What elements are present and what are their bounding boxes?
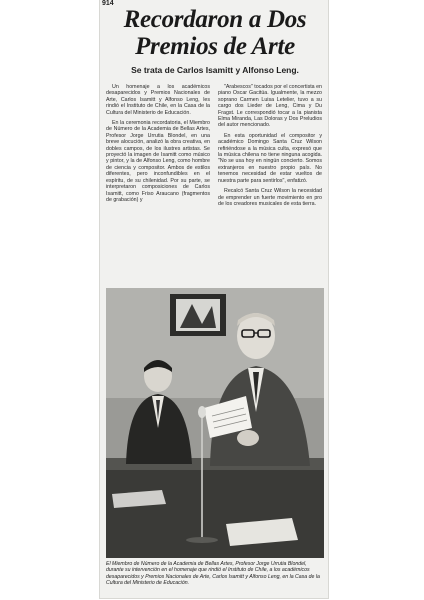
photo-caption: El Miembro de Número de la Academia de Bellas Artes, Profesor Jorge Urrutia Blondel, durante su intervención en el homenaje que rindió el Instituto de Chile, a los académicos desaparecidos y Premios Nacionales de Arte, Carlos Isamitt y Alfonso Leng, en la Casa de la Cultura del Ministerio de Educación. [106, 561, 320, 586]
newspaper-clipping [100, 0, 328, 598]
paragraph: Recalcó Santa Cruz Wilson la necesidad de emprender un fuerte movimiento en pro de los creadores musicales de esta tierra. [218, 188, 322, 207]
page-mark: 914 [102, 0, 114, 7]
paragraph: "Arabescos" tocados por el concertista en piano Oscar Gacitúa. Igualmente, la mezzo soprano Carmen Luisa Letelier, tuvo a su cargo dos Lieder de Leng, Cima y Du Fragst. Le correspondió tocar a la pianista Elma Miranda, Las Doloras y Dos Preludios del autor mencionado. [218, 84, 322, 129]
subheadline: Se trata de Carlos Isamitt y Alfonso Leng. [131, 65, 299, 75]
article-column-left [106, 84, 210, 279]
paragraph: En esta oportunidad el compositor y académico Domingo Santa Cruz Wilson refiriéndose a la música culta, expresó que la música chilena no tiene ninguna acogida. "No se usa hoy en ningún concierto. Somos extranjeros en nuestro propio país. No tenemos necesidad de estar vueltos de nuestra parte para sentirlos", enfatizó. [218, 132, 322, 184]
microphone-icon [198, 406, 206, 418]
event-photo [106, 288, 324, 558]
article-column-right [218, 84, 322, 279]
headline: Recordaron a Dos Premios de Arte [123, 6, 307, 60]
paragraph: En la ceremonia recordatoria, el Miembro de Número de la Academia de Bellas Artes, Profesor Jorge Urrutia Blondel, en una breve alocución, analizó la obra creativa, en dobles campos, de los ilustres artistas. Se proyectó la imagen de Isamitt como músico y pintor, y la de Alfonso Leng, como hombre de ciencia y compositor. Ambos de estilos diferentes, pero inconfundibles en el espíritu, de su chilenidad. Por su parte, se interpretaron composiciones de Carlos Isamitt, como Friso Araucano (fragmentos de grabación) y [106, 120, 210, 203]
paragraph: Un homenaje a los académicos desaparecidos y Premios Nacionales de Arte, Carlos Isamitt y Alfonso Leng, les rindió el Instituto de Chile, en la Casa de la Cultura del Ministerio de Educación. [106, 84, 210, 116]
photo-illustration [106, 288, 324, 558]
